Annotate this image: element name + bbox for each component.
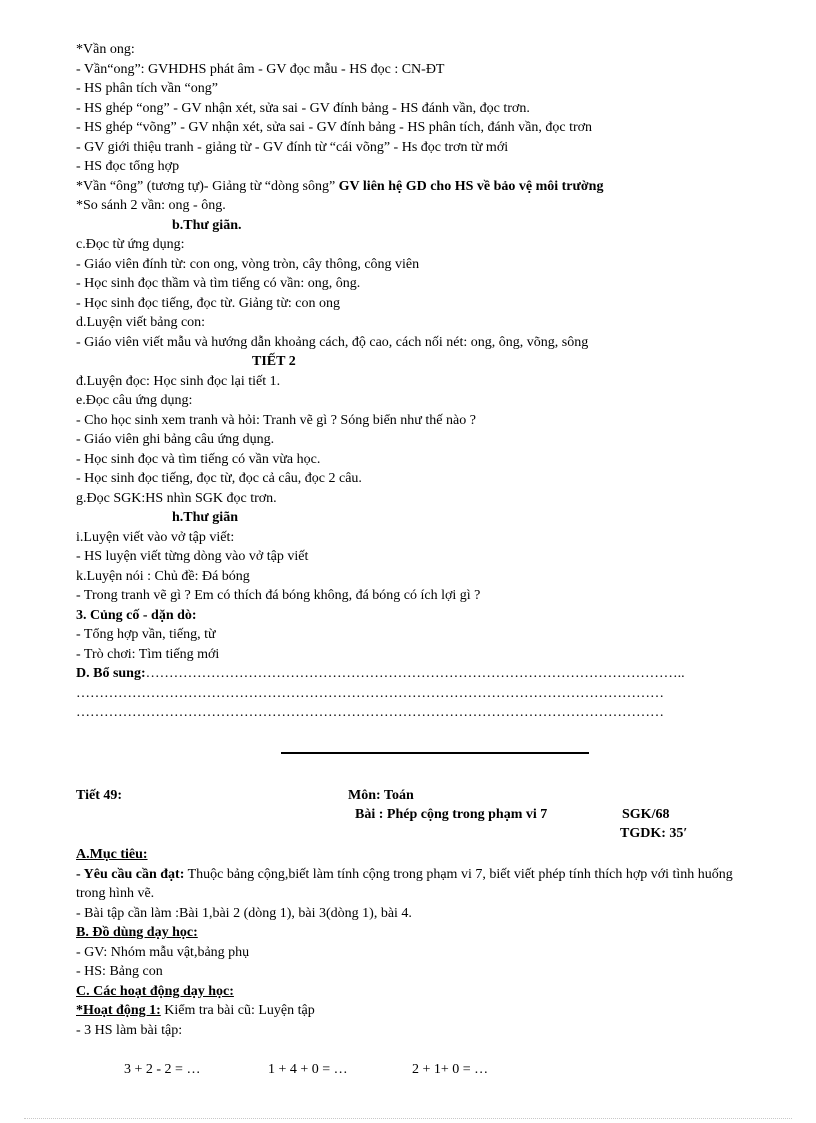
text-line: - Cho học sinh xem tranh và hỏi: Tranh vẽ gì ? Sóng biển như thế nào ?: [76, 412, 476, 428]
text-line: - HS: Bảng con: [76, 964, 163, 979]
text-span: *Vần “ông” (tương tự)- Giảng từ “dòng sông”: [76, 178, 339, 194]
page-border: [24, 1118, 792, 1119]
math-exercise: 3 + 2 - 2 = …: [124, 1062, 201, 1077]
lesson-part-2: [76, 845, 762, 1040]
section-heading: 3. Củng cố - dặn dò:: [76, 607, 197, 623]
text-line: - Giáo viên đính từ: con ong, vòng tròn, cây thông, công viên: [76, 256, 420, 272]
text-line: - Học sinh đọc và tìm tiếng có vần vừa học.: [76, 451, 321, 467]
text-line: *So sánh 2 vần: ong - ông.: [76, 198, 226, 213]
section-heading: [76, 923, 762, 943]
dotted-line: ………………………………………………………………………………………………………………: [76, 685, 664, 701]
math-exercise: 2 + 1+ 0 = …: [412, 1062, 489, 1077]
subject-title: Môn: Toán: [348, 788, 414, 803]
requirement-label: - Yêu cầu cần đạt:: [76, 866, 185, 882]
text-line: - HS ghép “ong” - GV nhận xét, sửa sai - GV đính bảng - HS đánh vần, đọc trơn.: [76, 100, 530, 116]
text-line: - 3 HS làm bài tập:: [76, 1022, 183, 1038]
requirement-text: Thuộc bảng cộng,biết làm tính cộng trong phạm vi 7, biết viết phép tính thích hợp với tình huống trong hình vẽ.: [76, 866, 733, 901]
text-line: [76, 177, 762, 197]
textbook-ref: SGK/68: [622, 807, 670, 822]
text-line: - HS ghép “võng” - GV nhận xét, sửa sai - GV đính bảng - HS phân tích, đánh vần, đọc trơn: [76, 120, 593, 135]
environment-note: GV liên hệ GD cho HS về bảo vệ môi trường: [338, 178, 604, 194]
dotted-line: ………………………………………………………………………………………………………………: [76, 705, 664, 720]
text-line: e.Đọc câu ứng dụng:: [76, 393, 193, 408]
activity-text: Kiểm tra bài cũ: Luyện tập: [160, 1003, 315, 1018]
text-line: - Học sinh đọc tiếng, đọc từ. Giảng từ: con ong: [76, 295, 341, 311]
text-line: - Học sinh đọc thầm và tìm tiếng có vần: ong, ông.: [76, 276, 361, 291]
lesson-number: Tiết 49:: [76, 788, 123, 803]
text-line: - Bài tập cần làm :Bài 1,bài 2 (dòng 1), bài 3(dòng 1), bài 4.: [76, 905, 412, 921]
sub-heading: b.Thư giãn.: [172, 217, 242, 233]
section-heading: [76, 982, 762, 1002]
supplement-label: D. Bổ sung:: [76, 666, 146, 681]
lesson-title: Bài : Phép cộng trong phạm vi 7: [355, 807, 548, 822]
text-line: - Trong tranh vẽ gì ? Em có thích đá bóng không, đá bóng có ích lợi gì ?: [76, 588, 481, 603]
sub-heading: h.Thư giãn: [172, 510, 238, 525]
time-estimate: TGDK: 35′: [620, 826, 688, 841]
text-line: k.Luyện nói : Chủ đề: Đá bóng: [76, 568, 250, 584]
dotted-fill: ……………………………………………………………………………………………………..: [145, 666, 685, 681]
text-line: - Học sinh đọc tiếng, đọc từ, đọc cả câu, đọc 2 câu.: [76, 471, 362, 486]
math-exercise: 1 + 4 + 0 = …: [268, 1062, 348, 1077]
text-line: đ.Luyện đọc: Học sinh đọc lại tiết 1.: [76, 373, 281, 389]
section-heading: [76, 845, 762, 865]
sub-heading: TIẾT 2: [252, 354, 296, 369]
text-line: g.Đọc SGK:HS nhìn SGK đọc trơn.: [76, 490, 277, 506]
text-line: d.Luyện viết bảng con:: [76, 315, 206, 330]
text-line: - HS đọc tổng hợp: [76, 159, 180, 174]
requirement-paragraph: [76, 865, 762, 904]
text-line: - Giáo viên ghi bảng câu ứng dụng.: [76, 432, 275, 447]
activity-label: *Hoạt động 1:: [76, 1003, 161, 1018]
heading-text: A.Mục tiêu:: [76, 847, 148, 862]
text-line: - Trò chơi: Tìm tiếng mới: [76, 646, 220, 662]
text-line: - Vần“ong”: GVHDHS phát âm - GV đọc mẫu - HS đọc : CN-ĐT: [76, 61, 445, 77]
supplement-line: [76, 664, 762, 684]
text-line: *Vần ong:: [76, 42, 135, 57]
heading-text: C. Các hoạt động dạy học:: [76, 983, 234, 999]
heading-text: B. Đồ dùng dạy học:: [76, 925, 198, 940]
text-line: - Giáo viên viết mẫu và hướng dẫn khoảng cách, độ cao, cách nối nét: ong, ông, võng, sông: [76, 334, 589, 350]
section-divider: [281, 752, 589, 754]
text-line: i.Luyện viết vào vở tập viết:: [76, 529, 235, 545]
lesson-part-1: [76, 40, 762, 723]
text-line: - HS luyện viết từng dòng vào vở tập viết: [76, 549, 309, 564]
text-line: [76, 1001, 762, 1021]
text-line: c.Đọc từ ứng dụng:: [76, 237, 185, 252]
text-line: - HS phân tích vần “ong”: [76, 81, 218, 96]
text-line: - GV: Nhóm mẫu vật,bảng phụ: [76, 944, 250, 960]
text-line: - GV giới thiệu tranh - giảng từ - GV đính từ “cái võng” - Hs đọc trơn từ mới: [76, 139, 509, 155]
text-line: - Tổng hợp vần, tiếng, từ: [76, 627, 216, 642]
